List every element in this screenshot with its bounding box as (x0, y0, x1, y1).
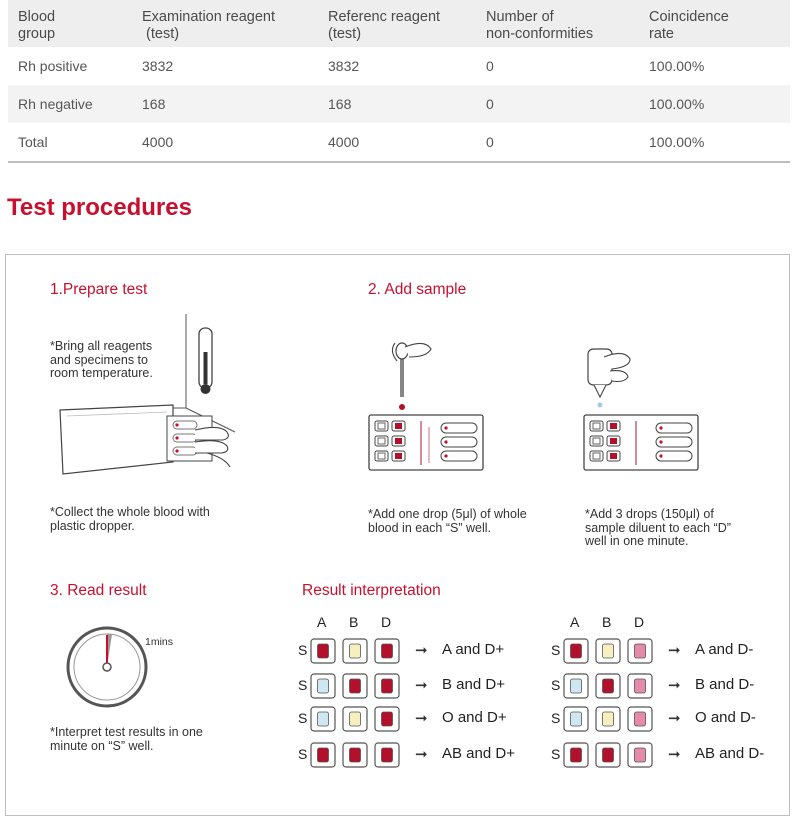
cell: 0 (486, 58, 494, 74)
add-sample-note-diluent: *Add 3 drops (150μl) of sample diluent to each “D” well in one minute. (585, 507, 731, 548)
result-interpretation-title: Result interpretation (302, 582, 441, 599)
result-well-a (563, 742, 589, 768)
row-letter-s: S (298, 710, 308, 726)
row-letter-s: S (551, 710, 561, 726)
arrow-right-icon: ➞ (415, 710, 428, 727)
cell: 3832 (328, 58, 360, 74)
add-sample-note-blood: *Add one drop (5μl) of whole blood in each “S” well. (368, 507, 527, 535)
header-reference-reagent: Referenc reagent (test) (328, 9, 441, 42)
table-row (8, 47, 790, 85)
table-row (8, 123, 790, 161)
row-letter-s: S (298, 642, 308, 658)
result-label: A and D+ (442, 641, 505, 658)
section-title: Test procedures (7, 194, 192, 221)
result-well-b (595, 706, 621, 732)
row-letter-s: S (551, 677, 561, 693)
result-well-a (563, 638, 589, 664)
row-letter-s: S (551, 642, 561, 658)
column-letter: A (570, 614, 580, 630)
cell: 4000 (328, 134, 360, 150)
row-letter-s: S (298, 677, 308, 693)
cell: 100.00% (649, 134, 705, 150)
arrow-right-icon: ➞ (415, 642, 428, 659)
result-label: B and D- (695, 676, 755, 693)
result-well-b (595, 638, 621, 664)
column-letter: A (317, 614, 327, 630)
result-well-a (310, 742, 336, 768)
step-add-sample-title: 2. Add sample (368, 281, 467, 298)
cell: Total (18, 134, 48, 150)
cell: Rh negative (18, 96, 93, 112)
column-letter: D (634, 614, 645, 630)
column-letter: B (349, 614, 359, 630)
result-well-d (374, 742, 400, 768)
arrow-right-icon: ➞ (415, 746, 428, 763)
result-well-d (374, 638, 400, 664)
table-row (8, 85, 790, 123)
header-examination-reagent: Examination reagent (test) (142, 9, 275, 42)
result-label: AB and D+ (442, 745, 515, 762)
step-read-result-title: 3. Read result (50, 582, 147, 599)
column-letter: D (381, 614, 392, 630)
arrow-right-icon: ➞ (668, 642, 681, 659)
cell: 0 (486, 134, 494, 150)
result-label: B and D+ (442, 676, 505, 693)
result-well-b (342, 673, 368, 699)
column-letter: B (602, 614, 612, 630)
result-label: O and D+ (442, 709, 507, 726)
result-well-d (627, 638, 653, 664)
cell: Rh positive (18, 58, 88, 74)
result-well-a (310, 673, 336, 699)
header-non-conformities: Number of non-conformities (486, 9, 594, 42)
result-label: O and D- (695, 709, 756, 726)
result-well-b (342, 742, 368, 768)
header-coincidence-rate: Coincidence rate (649, 9, 729, 42)
result-well-a (310, 706, 336, 732)
result-label: A and D- (695, 641, 754, 658)
step-prepare-title: 1.Prepare test (50, 281, 148, 298)
prepare-note-temperature: *Bring all reagents and specimens to room temperature. (50, 339, 153, 380)
result-well-d (374, 673, 400, 699)
cell: 168 (142, 96, 166, 112)
add-diluent-illustration (580, 345, 700, 475)
result-well-d (374, 706, 400, 732)
cell: 100.00% (649, 58, 705, 74)
cell: 3832 (142, 58, 174, 74)
cell: 100.00% (649, 96, 705, 112)
table-bottom-rule (8, 161, 790, 163)
arrow-right-icon: ➞ (415, 677, 428, 694)
table-header (8, 0, 790, 47)
result-well-d (627, 706, 653, 732)
thermometer-icon (199, 328, 212, 394)
result-label: AB and D- (695, 745, 765, 762)
result-well-a (563, 706, 589, 732)
cell: 0 (486, 96, 494, 112)
row-letter-s: S (551, 746, 561, 762)
header-blood-group: Blood group (18, 9, 56, 42)
arrow-right-icon: ➞ (668, 677, 681, 694)
result-well-b (342, 638, 368, 664)
result-well-b (342, 706, 368, 732)
cell: 168 (328, 96, 352, 112)
arrow-right-icon: ➞ (668, 746, 681, 763)
result-well-a (310, 638, 336, 664)
result-well-a (563, 673, 589, 699)
cell: 4000 (142, 134, 174, 150)
add-blood-illustration (365, 335, 485, 475)
result-well-b (595, 673, 621, 699)
result-well-b (595, 742, 621, 768)
row-letter-s: S (298, 746, 308, 762)
timer-icon (66, 625, 151, 710)
arrow-right-icon: ➞ (668, 710, 681, 727)
result-well-d (627, 673, 653, 699)
prepare-note-collect: *Collect the whole blood with plastic dropper. (50, 505, 210, 533)
read-result-note: *Interpret test results in one minute on “S” well. (50, 725, 203, 753)
timer-label: 1mins (145, 636, 174, 648)
prepare-illustration (55, 312, 245, 477)
result-well-d (627, 742, 653, 768)
